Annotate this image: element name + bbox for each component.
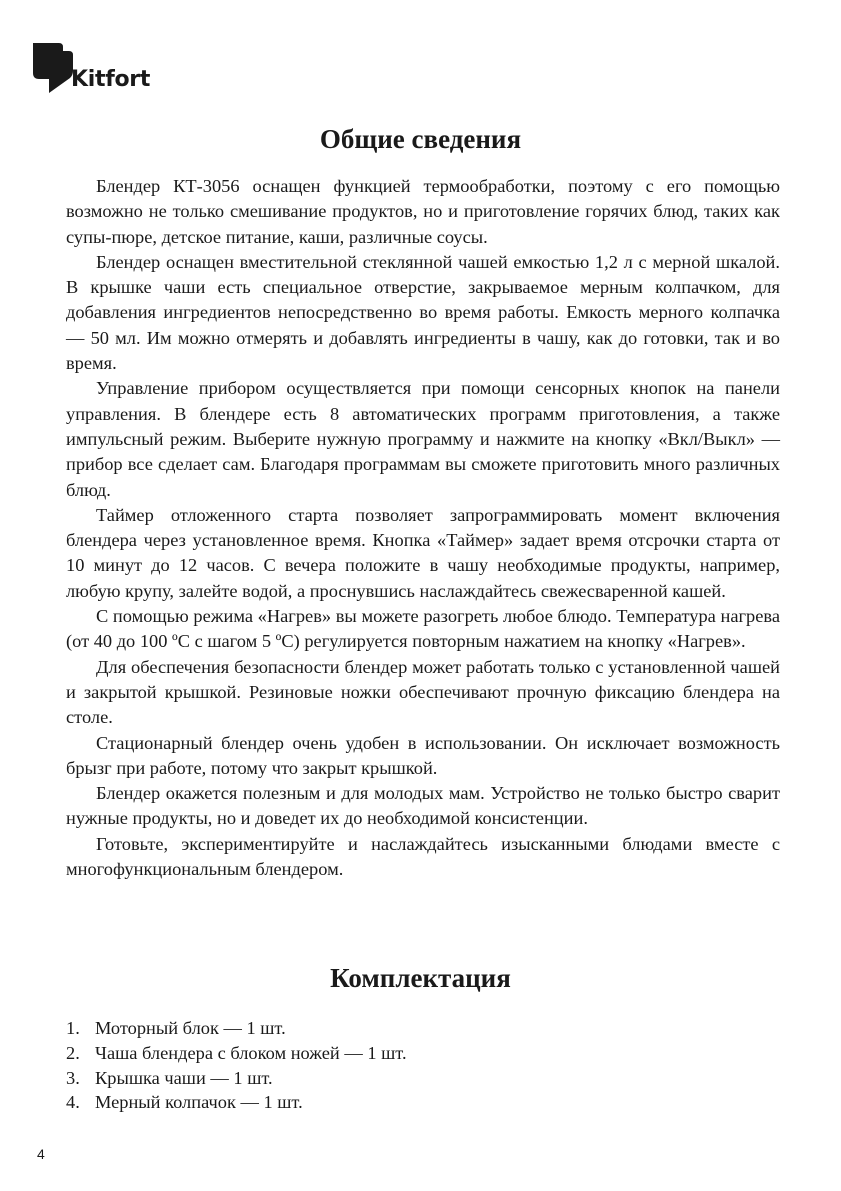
paragraph: С помощью режима «Нагрев» вы можете разогреть любое блюдо. Температура нагрева (от 40 до 100 ºС с шагом 5 ºС) регулируется повторным нажатием на кнопку «Нагрев». [66, 606, 780, 652]
list-item-text: Крышка чаши — 1 шт. [95, 1067, 273, 1088]
list-item-text: Моторный блок — 1 шт. [95, 1018, 286, 1038]
list-item [66, 1066, 407, 1091]
paragraph: Управление прибором осуществляется при помощи сенсорных кнопок на панели управления. В блендере есть 8 автоматических программ приготовления, а также импульсный режим. Выберите нужную программу и нажмите на кнопку «Вкл/Выкл» — прибор все сделает сам. Благодаря программам вы сможете приготовить много различных блюд. [66, 378, 780, 500]
brand-name: Kitfort [71, 67, 151, 92]
list-item-number: 4. [66, 1092, 80, 1113]
kit-list [66, 1016, 407, 1115]
list-item-text: Чаша блендера с блоком ножей — 1 шт. [95, 1042, 407, 1063]
list-item-number: 2. [66, 1042, 80, 1063]
list-item-number: 1. [66, 1018, 80, 1038]
kitfort-logo-icon [33, 41, 73, 93]
list-item [66, 1041, 407, 1066]
page-number: 4 [37, 1146, 45, 1162]
list-item-number: 3. [66, 1067, 80, 1088]
paragraph: Блендер КТ-3056 оснащен функцией термообработки, поэтому с его помощью возможно не только смешивание продуктов, но и приготовление горячих блюд, таких как супы-пюре, детское питание, каши, различные соусы. [66, 176, 780, 247]
paragraph: Блендер окажется полезным и для молодых мам. Устройство не только быстро сварит нужные продукты, но и доведет их до необходимой консистенции. [66, 783, 780, 829]
list-item [66, 1016, 407, 1041]
brand-logo [33, 41, 153, 101]
general-body [66, 174, 780, 882]
list-item-text: Мерный колпачок — 1 шт. [95, 1092, 303, 1113]
paragraph: Таймер отложенного старта позволяет запрограммировать момент включения блендера через установленное время. Кнопка «Таймер» задает время отсрочки старта от 10 минут до 12 часов. С вечера положите в чашу необходимые продукты, например, любую крупу, залейте водой, а проснувшись наслаждайтесь свежесваренной кашей. [66, 504, 780, 601]
paragraph: Блендер оснащен вместительной стеклянной чашей емкостью 1,2 л с мерной шкалой. В крышке чаши есть специальное отверстие, закрываемое мерным колпачком, для добавления ингредиентов непосредственно во время работы. Емкость мерного колпачка — 50 мл. Им можно отмерять и добавлять ингредиенты в чашу, как до готовки, так и во время. [66, 251, 780, 374]
paragraph: Стационарный блендер очень удобен в использовании. Он исключает возможность брызг при работе, потому что закрыт крышкой. [66, 732, 780, 778]
paragraph: Готовьте, экспериментируйте и наслаждайтесь изысканными блюдами вместе с многофункциональным блендером. [66, 833, 780, 880]
list-item [66, 1090, 407, 1115]
paragraph: Для обеспечения безопасности блендер может работать только с установленной чашей и закрытой крышкой. Резиновые ножки обеспечивают прочную фиксацию блендера на столе. [66, 656, 780, 728]
section-title-general: Общие сведения [319, 124, 522, 154]
section-title-kit: Комплектация [330, 963, 511, 993]
